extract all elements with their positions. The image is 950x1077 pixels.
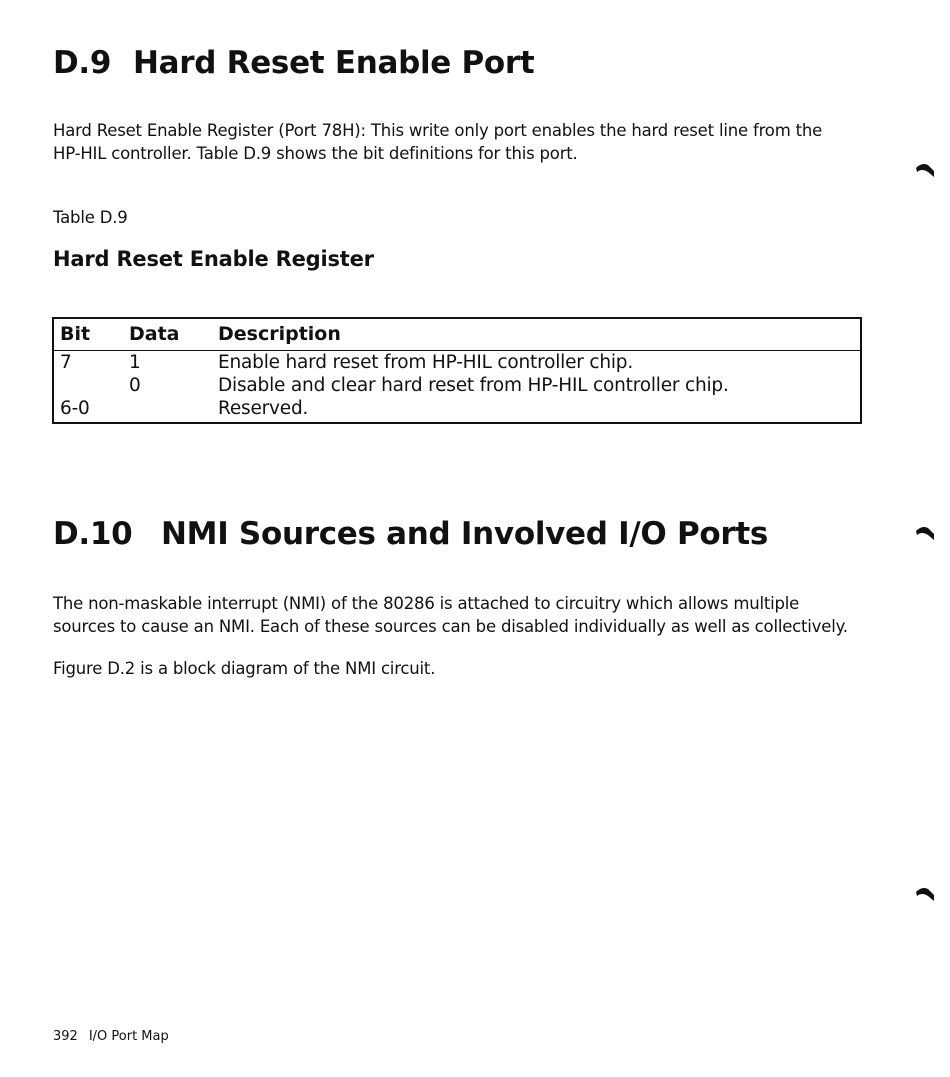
header-description: Description (218, 323, 341, 345)
edge-mark-icon (914, 523, 936, 541)
paragraph-line: The non-maskable interrupt (NMI) of the 80286 is attached to circuitry which allows multiple (53, 594, 800, 613)
section-number: D.10 (53, 516, 133, 552)
paragraph-line: HP-HIL controller. Table D.9 shows the bit definitions for this port. (53, 144, 578, 163)
footer-chapter: I/O Port Map (88, 1029, 169, 1044)
section-title: Hard Reset Enable Port (133, 45, 535, 81)
header-data: Data (129, 323, 180, 345)
table-title: Hard Reset Enable Register (53, 247, 374, 271)
cell-description: Enable hard reset from HP-HIL controller chip. (218, 352, 634, 373)
cell-description: Reserved. (218, 398, 309, 419)
table-header-row (54, 319, 860, 351)
paragraph-line: sources to cause an NMI. Each of these sources can be disabled individually as well as collectively. (53, 617, 848, 636)
cell-bit: 6-0 (60, 398, 90, 419)
page-number: 392 (53, 1029, 78, 1044)
edge-mark-icon (914, 884, 936, 902)
section-d10-paragraph (53, 592, 848, 638)
cell-bit: 7 (60, 352, 72, 373)
hard-reset-enable-table (52, 317, 862, 424)
paragraph-line: Hard Reset Enable Register (Port 78H): This write only port enables the hard reset line from the (53, 121, 823, 140)
header-bit: Bit (60, 323, 91, 345)
page-footer (53, 1029, 169, 1045)
section-heading-d10 (53, 515, 768, 553)
edge-mark-icon (914, 160, 936, 178)
section-heading-d9 (53, 44, 534, 82)
table-caption: Table D.9 (53, 208, 128, 227)
section-d10-figure-reference: Figure D.2 is a block diagram of the NMI circuit. (53, 659, 436, 678)
section-d9-paragraph (53, 119, 822, 165)
section-title: NMI Sources and Involved I/O Ports (161, 516, 769, 552)
cell-description: Disable and clear hard reset from HP-HIL controller chip. (218, 375, 729, 396)
cell-data: 0 (129, 375, 141, 396)
cell-data: 1 (129, 352, 141, 373)
section-number: D.9 (53, 45, 112, 81)
